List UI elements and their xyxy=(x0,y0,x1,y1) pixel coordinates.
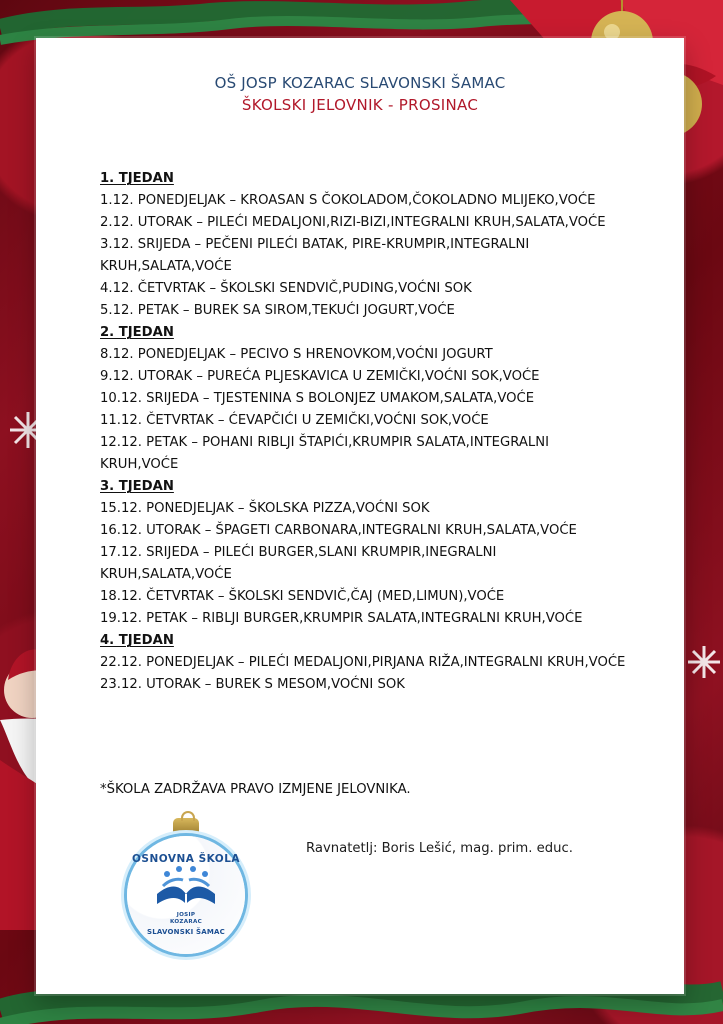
menu-paper xyxy=(36,38,684,994)
school-logo-ornament xyxy=(127,818,245,958)
menu-entry: 18.12. ČETVRTAK – ŠKOLSKI SENDVIČ,ČAJ (MED,LIMUN),VOĆE xyxy=(100,589,505,604)
menu-entry: 15.12. PONEDJELJAK – ŠKOLSKA PIZZA,VOĆNI SOK xyxy=(100,501,430,516)
open-book-stars-icon xyxy=(149,864,223,912)
week-heading: 3. TJEDAN xyxy=(100,479,174,494)
menu-entry: 8.12. PONEDJELJAK – PECIVO S HRENOVKOM,VOĆNI JOGURT xyxy=(100,347,493,362)
principal-signature-line: Ravnatetlj: Boris Lešić, mag. prim. educ. xyxy=(306,841,573,856)
menu-entry: 5.12. PETAK – BUREK SA SIROM,TEKUĆI JOGURT,VOĆE xyxy=(100,303,455,318)
week-heading: 4. TJEDAN xyxy=(100,633,174,648)
menu-entry: 4.12. ČETVRTAK – ŠKOLSKI SENDVIČ,PUDING,VOĆNI SOK xyxy=(100,281,472,296)
logo-top-text: OSNOVNA ŠKOLA xyxy=(131,853,241,865)
top-pine-garland xyxy=(0,0,723,40)
menu-entry: 1.12. PONEDJELJAK – KROASAN S ČOKOLADOM,ČOKOLADNO MLIJEKO,VOĆE xyxy=(100,193,596,208)
menu-entry: 22.12. PONEDJELJAK – PILEĆI MEDALJONI,PIRJANA RIŽA,INTEGRALNI KRUH,VOĆE xyxy=(100,655,626,670)
logo-middle-line-2: KOZARAC xyxy=(169,919,203,925)
menu-entry: 16.12. UTORAK – ŠPAGETI CARBONARA,INTEGRALNI KRUH,SALATA,VOĆE xyxy=(100,523,577,538)
weekly-menu-list xyxy=(100,168,630,696)
menu-entry: 2.12. UTORAK – PILEĆI MEDALJONI,RIZI-BIZI,INTEGRALNI KRUH,SALATA,VOĆE xyxy=(100,215,606,230)
school-name: OŠ JOSP KOZARAC SLAVONSKI ŠAMAC xyxy=(214,74,506,92)
week-3-section xyxy=(100,476,630,630)
ornament-cap-icon xyxy=(173,818,199,834)
week-4-section xyxy=(100,630,630,696)
menu-change-note: *ŠKOLA ZADRŽAVA PRAVO IZMJENE JELOVNIKA. xyxy=(100,782,411,797)
week-heading: 2. TJEDAN xyxy=(100,325,174,340)
week-1-section xyxy=(100,168,630,322)
logo-middle-line-1: JOSIP xyxy=(176,912,196,918)
menu-entry: 12.12. PETAK – POHANI RIBLJI ŠTAPIĆI,KRUMPIR SALATA,INTEGRALNI KRUH,VOĆE xyxy=(100,435,549,472)
menu-entry: 11.12. ČETVRTAK – ĆEVAPČIĆI U ZEMIČKI,VOĆNI SOK,VOĆE xyxy=(100,413,489,428)
menu-entry: 23.12. UTORAK – BUREK S MESOM,VOĆNI SOK xyxy=(100,677,405,692)
menu-entry: 17.12. SRIJEDA – PILEĆI BURGER,SLANI KRUMPIR,INEGRALNI KRUH,SALATA,VOĆE xyxy=(100,545,497,582)
menu-entry: 9.12. UTORAK – PUREĆA PLJESKAVICA U ZEMIČKI,VOĆNI SOK,VOĆE xyxy=(100,369,540,384)
menu-entry: 19.12. PETAK – RIBLJI BURGER,KRUMPIR SALATA,INTEGRALNI KRUH,VOĆE xyxy=(100,611,583,626)
week-2-section xyxy=(100,322,630,476)
week-heading: 1. TJEDAN xyxy=(100,171,174,186)
menu-title: ŠKOLSKI JELOVNIK - PROSINAC xyxy=(241,96,479,114)
logo-bottom-text: SLAVONSKI ŠAMAC xyxy=(146,928,226,936)
menu-entry: 10.12. SRIJEDA – TJESTENINA S BOLONJEZ UMAKOM,SALATA,VOĆE xyxy=(100,391,535,406)
menu-entry: 3.12. SRIJEDA – PEČENI PILEĆI BATAK, PIRE-KRUMPIR,INTEGRALNI KRUH,SALATA,VOĆE xyxy=(100,237,530,274)
